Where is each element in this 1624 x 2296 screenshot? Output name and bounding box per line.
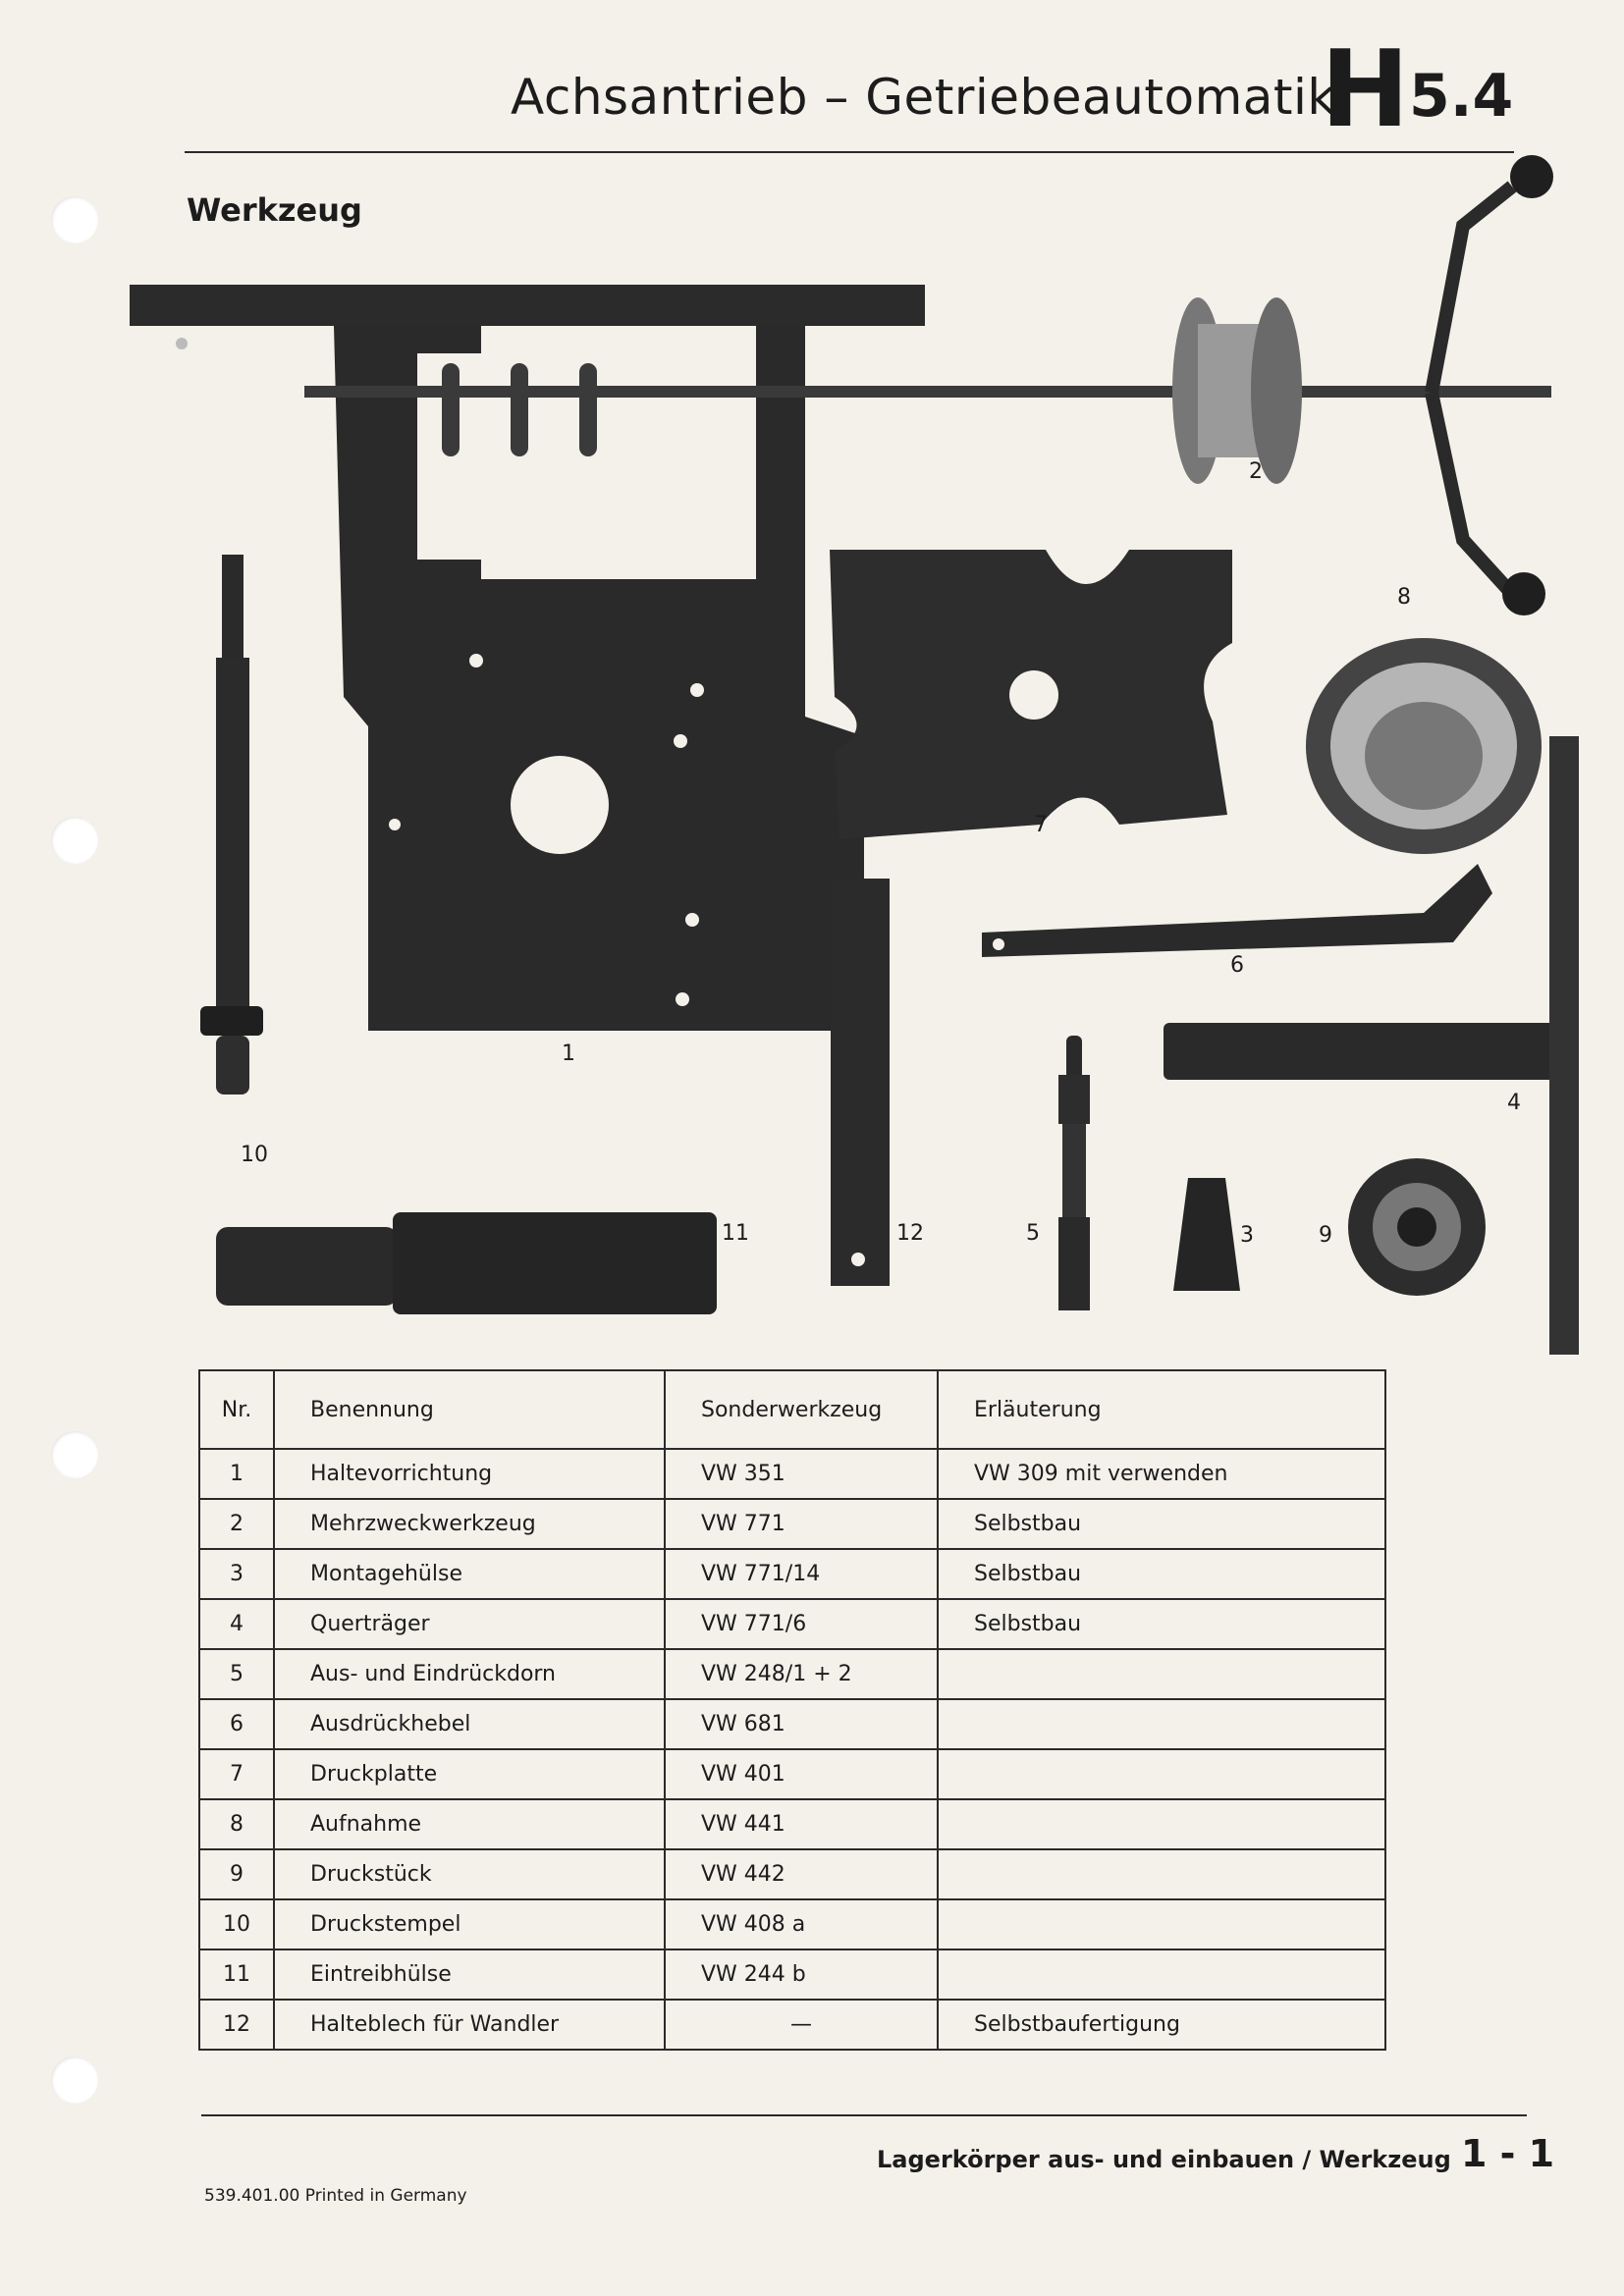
- cell-nr: 9: [199, 1849, 274, 1899]
- cell-erlaeuterung: Selbstbau: [938, 1599, 1385, 1649]
- cell-benennung: Halteblech für Wandler: [274, 2000, 665, 2050]
- table-row: [199, 1649, 1385, 1699]
- cell-sonderwerkzeug: VW 244 b: [665, 1949, 938, 2000]
- table-row: [199, 2000, 1385, 2050]
- table-header-row: [199, 1370, 1385, 1449]
- table-row: [199, 1749, 1385, 1799]
- table-row: [199, 1849, 1385, 1899]
- cell-benennung: Druckplatte: [274, 1749, 665, 1799]
- cell-erlaeuterung: [938, 1649, 1385, 1699]
- label-5: 5: [1026, 1221, 1040, 1246]
- cell-nr: 6: [199, 1699, 274, 1749]
- cell-erlaeuterung: [938, 1849, 1385, 1899]
- label-7: 7: [1034, 813, 1048, 837]
- col-header-nr: Nr.: [199, 1370, 274, 1449]
- table-row: [199, 1699, 1385, 1749]
- binder-hole: [51, 196, 98, 243]
- tool-7-pressure-plate: [830, 550, 1232, 839]
- table-row: [199, 1599, 1385, 1649]
- cell-nr: 12: [199, 2000, 274, 2050]
- cell-sonderwerkzeug: VW 351: [665, 1449, 938, 1499]
- label-10: 10: [241, 1143, 268, 1167]
- label-9: 9: [1319, 1223, 1332, 1248]
- cell-nr: 1: [199, 1449, 274, 1499]
- label-6: 6: [1230, 953, 1244, 978]
- cell-nr: 3: [199, 1549, 274, 1599]
- footer-title: Lagerkörper aus- und einbauen / Werkzeug: [877, 2146, 1451, 2173]
- label-12: 12: [896, 1221, 924, 1246]
- page-number: 1 - 1: [1461, 2132, 1555, 2175]
- tool-5-mandrel: [1058, 1036, 1090, 1310]
- binder-hole: [51, 1431, 98, 1478]
- cell-erlaeuterung: VW 309 mit verwenden: [938, 1449, 1385, 1499]
- cell-erlaeuterung: Selbstbaufertigung: [938, 2000, 1385, 2050]
- cell-benennung: Aufnahme: [274, 1799, 665, 1849]
- binder-hole: [51, 817, 98, 864]
- cell-benennung: Montagehülse: [274, 1549, 665, 1599]
- print-code: 539.401.00 Printed in Germany: [204, 2186, 467, 2206]
- cell-sonderwerkzeug: VW 442: [665, 1849, 938, 1899]
- cell-nr: 11: [199, 1949, 274, 2000]
- footer-rule: [201, 2114, 1527, 2116]
- tool-8-receptacle: [1306, 638, 1542, 854]
- cell-benennung: Ausdrückhebel: [274, 1699, 665, 1749]
- cell-sonderwerkzeug: VW 681: [665, 1699, 938, 1749]
- cell-erlaeuterung: [938, 1699, 1385, 1749]
- col-header-benennung: Benennung: [274, 1370, 665, 1449]
- table-row: [199, 1499, 1385, 1549]
- tool-12-holding-plate: [831, 879, 890, 1286]
- label-2: 2: [1249, 459, 1263, 484]
- table-row: [199, 1799, 1385, 1849]
- tool-11-drive-in-sleeve: [216, 1212, 717, 1314]
- cell-benennung: Querträger: [274, 1599, 665, 1649]
- cell-erlaeuterung: Selbstbau: [938, 1549, 1385, 1599]
- cell-nr: 8: [199, 1799, 274, 1849]
- cell-erlaeuterung: Selbstbau: [938, 1499, 1385, 1549]
- cell-erlaeuterung: [938, 1949, 1385, 2000]
- section-letter: H: [1321, 28, 1410, 151]
- label-11: 11: [722, 1221, 749, 1246]
- tool-6-push-out-lever: [982, 864, 1492, 957]
- cell-erlaeuterung: [938, 1799, 1385, 1849]
- tool-3-mounting-sleeve: [1173, 1178, 1240, 1291]
- cell-benennung: Mehrzweckwerkzeug: [274, 1499, 665, 1549]
- tool-10-pressure-ram: [200, 555, 263, 1095]
- cell-benennung: Eintreibhülse: [274, 1949, 665, 2000]
- cell-sonderwerkzeug: VW 401: [665, 1749, 938, 1799]
- label-4: 4: [1507, 1091, 1521, 1115]
- cell-sonderwerkzeug: VW 248/1 + 2: [665, 1649, 938, 1699]
- table-row: [199, 1899, 1385, 1949]
- label-1: 1: [562, 1041, 575, 1066]
- page-title: Achsantrieb – Getriebeautomatik: [511, 69, 1336, 126]
- section-number: 5.4: [1409, 62, 1514, 131]
- cell-sonderwerkzeug: VW 771/14: [665, 1549, 938, 1599]
- binder-hole: [51, 2056, 98, 2104]
- col-header-erlaeuterung: Erläuterung: [938, 1370, 1385, 1449]
- cell-sonderwerkzeug: VW 441: [665, 1799, 938, 1849]
- table-row: [199, 1549, 1385, 1599]
- tool-9-pressure-piece: [1348, 1158, 1486, 1296]
- cell-nr: 4: [199, 1599, 274, 1649]
- cell-nr: 7: [199, 1749, 274, 1799]
- cell-benennung: Aus- und Eindrückdorn: [274, 1649, 665, 1699]
- cell-nr: 5: [199, 1649, 274, 1699]
- cell-sonderwerkzeug: VW 408 a: [665, 1899, 938, 1949]
- tools-photo: [118, 147, 1610, 1355]
- cell-erlaeuterung: [938, 1899, 1385, 1949]
- cell-sonderwerkzeug: VW 771/6: [665, 1599, 938, 1649]
- table-row: [199, 1449, 1385, 1499]
- col-header-sonderwerkzeug: Sonderwerkzeug: [665, 1370, 938, 1449]
- tool-table: [198, 1369, 1386, 2051]
- cell-sonderwerkzeug: —: [665, 2000, 938, 2050]
- cell-sonderwerkzeug: VW 771: [665, 1499, 938, 1549]
- label-8: 8: [1397, 585, 1411, 610]
- cell-nr: 2: [199, 1499, 274, 1549]
- label-3: 3: [1240, 1223, 1254, 1248]
- cell-erlaeuterung: [938, 1749, 1385, 1799]
- cell-benennung: Haltevorrichtung: [274, 1449, 665, 1499]
- cell-nr: 10: [199, 1899, 274, 1949]
- cell-benennung: Druckstempel: [274, 1899, 665, 1949]
- cell-benennung: Druckstück: [274, 1849, 665, 1899]
- table-row: [199, 1949, 1385, 2000]
- section-heading: Werkzeug: [187, 191, 362, 229]
